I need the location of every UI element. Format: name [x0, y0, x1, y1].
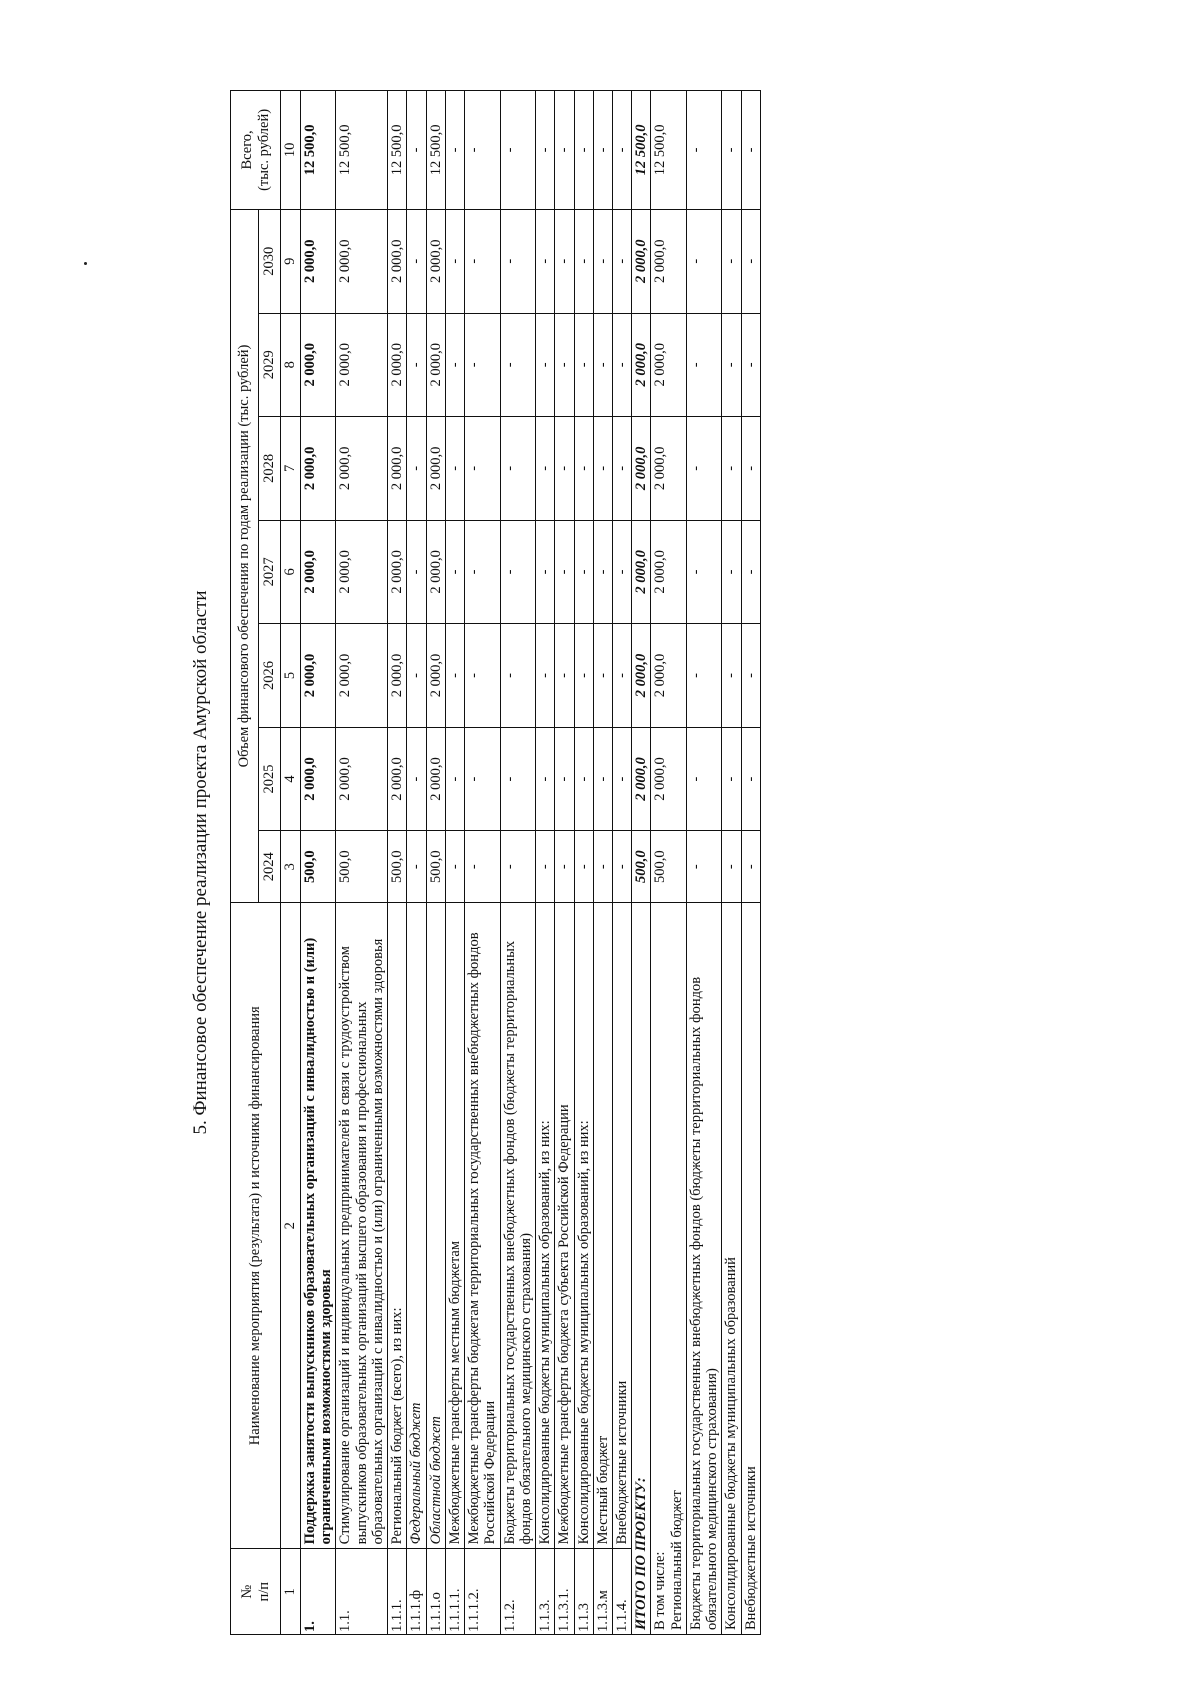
row-name: Консолидированные бюджеты муниципальных образований, из них:: [574, 903, 593, 1549]
row-index: 1.1.3: [574, 1549, 593, 1635]
row-name: Межбюджетные трансферты бюджета субъекта Российской Федерации: [555, 903, 574, 1549]
row-name: Местный бюджет: [593, 903, 612, 1549]
breakdown-value: 2 000,0: [651, 313, 686, 417]
breakdown-value: -: [686, 313, 721, 417]
breakdown-name: Внебюджетные источники: [741, 903, 760, 1635]
row-value: 2 000,0: [388, 520, 407, 624]
table-row: [612, 91, 631, 1635]
row-value: 2 000,0: [336, 727, 388, 831]
breakdown-value: 2 000,0: [651, 624, 686, 728]
row-value: -: [445, 624, 464, 728]
breakdown-value: -: [686, 417, 721, 521]
row-value: 500,0: [301, 831, 336, 903]
totals-value: 2 000,0: [632, 417, 651, 521]
row-value: -: [445, 727, 464, 831]
header-num: № п/п: [231, 1549, 281, 1635]
header-year: 2024: [259, 831, 281, 903]
breakdown-value: -: [741, 727, 760, 831]
row-value: 2 000,0: [426, 520, 445, 624]
row-index: 1.1.1.: [388, 1549, 407, 1635]
row-value: -: [612, 313, 631, 417]
row-value: 12 500,0: [426, 91, 445, 210]
row-value: -: [574, 313, 593, 417]
row-value: 2 000,0: [426, 313, 445, 417]
row-value: 2 000,0: [426, 624, 445, 728]
header-volume: Объем финансового обеспечения по годам реализации (тыс. рублей): [231, 209, 259, 902]
row-value: -: [555, 313, 574, 417]
row-value: -: [536, 91, 555, 210]
row-value: -: [445, 417, 464, 521]
breakdown-value: 2 000,0: [651, 727, 686, 831]
column-number: 2: [281, 903, 301, 1549]
row-value: 500,0: [388, 831, 407, 903]
breakdown-row: [741, 91, 760, 1635]
table-row: [301, 91, 336, 1635]
row-name: Поддержка занятости выпускников образовательных организаций с инвалидностью и (или) ограниченными возможностями здоровья: [301, 903, 336, 1549]
row-value: -: [500, 417, 535, 521]
breakdown-value: -: [722, 624, 741, 728]
row-value: -: [465, 313, 500, 417]
row-value: -: [500, 624, 535, 728]
row-value: -: [465, 520, 500, 624]
row-value: -: [407, 209, 426, 313]
column-number: 9: [281, 209, 301, 313]
breakdown-value: -: [741, 624, 760, 728]
row-index: 1.1.3.1.: [555, 1549, 574, 1635]
table-row: [465, 91, 500, 1635]
row-value: 2 000,0: [388, 417, 407, 521]
header-year: 2029: [259, 313, 281, 417]
breakdown-value: -: [741, 209, 760, 313]
row-index: 1.1.: [336, 1549, 388, 1635]
column-number: 5: [281, 624, 301, 728]
row-name: Межбюджетные трансферты бюджетам территориальных государственных внебюджетных фондов Российской Федерации: [465, 903, 500, 1549]
row-value: 12 500,0: [301, 91, 336, 210]
breakdown-name: Консолидированные бюджеты муниципальных образований: [722, 903, 741, 1635]
row-value: -: [574, 624, 593, 728]
header-year: 2030: [259, 209, 281, 313]
breakdown-value: 2 000,0: [651, 417, 686, 521]
row-value: -: [407, 624, 426, 728]
breakdown-value: -: [741, 831, 760, 903]
section-caption: 5. Финансовое обеспечение реализации проекта Амурской области: [190, 590, 211, 1135]
table-row: [574, 91, 593, 1635]
breakdown-value: -: [722, 209, 741, 313]
scan-speck: [84, 262, 87, 265]
breakdown-value: -: [722, 417, 741, 521]
row-value: -: [555, 831, 574, 903]
column-number: 6: [281, 520, 301, 624]
breakdown-row: [722, 91, 741, 1635]
breakdown-value: -: [686, 209, 721, 313]
row-value: -: [500, 520, 535, 624]
row-value: -: [407, 520, 426, 624]
breakdown-row: [651, 91, 686, 1635]
row-value: -: [612, 91, 631, 210]
row-value: -: [612, 417, 631, 521]
breakdown-name: Бюджеты территориальных государственных внебюджетных фондов (бюджеты территориальных фондов обязательного медицинского страхования): [686, 903, 721, 1635]
table-row: [407, 91, 426, 1635]
breakdown-value: -: [741, 313, 760, 417]
row-value: -: [445, 91, 464, 210]
row-value: -: [445, 831, 464, 903]
row-value: 2 000,0: [336, 520, 388, 624]
row-name: Межбюджетные трансферты местным бюджетам: [445, 903, 464, 1549]
row-index: 1.1.2.: [500, 1549, 535, 1635]
row-value: -: [612, 727, 631, 831]
row-value: -: [500, 727, 535, 831]
header-year: 2027: [259, 520, 281, 624]
table-row: [445, 91, 464, 1635]
row-value: -: [612, 831, 631, 903]
column-number: 1: [281, 1549, 301, 1635]
row-value: 2 000,0: [388, 313, 407, 417]
breakdown-value: -: [686, 520, 721, 624]
row-value: 2 000,0: [301, 727, 336, 831]
column-number: 10: [281, 91, 301, 210]
breakdown-value: -: [722, 520, 741, 624]
breakdown-value: -: [722, 727, 741, 831]
row-value: 2 000,0: [301, 520, 336, 624]
row-value: -: [574, 727, 593, 831]
row-index: 1.1.1.2.: [465, 1549, 500, 1635]
breakdown-value: 2 000,0: [651, 520, 686, 624]
row-value: 12 500,0: [388, 91, 407, 210]
row-value: -: [407, 417, 426, 521]
row-value: -: [612, 624, 631, 728]
row-name: Областной бюджет: [426, 903, 445, 1549]
row-value: 12 500,0: [336, 91, 388, 210]
row-value: -: [445, 520, 464, 624]
row-value: -: [593, 520, 612, 624]
row-value: -: [445, 209, 464, 313]
row-value: 2 000,0: [301, 417, 336, 521]
row-value: 500,0: [426, 831, 445, 903]
row-value: 2 000,0: [388, 209, 407, 313]
row-value: -: [593, 417, 612, 521]
row-value: -: [593, 831, 612, 903]
totals-value: 2 000,0: [632, 520, 651, 624]
row-index: 1.1.1.ф: [407, 1549, 426, 1635]
row-index: 1.1.4.: [612, 1549, 631, 1635]
row-value: -: [593, 727, 612, 831]
row-value: -: [555, 727, 574, 831]
header-total: Всего, (тыс. рублей): [231, 91, 281, 210]
breakdown-value: -: [722, 831, 741, 903]
row-value: 2 000,0: [301, 624, 336, 728]
row-value: 2 000,0: [336, 313, 388, 417]
table-row: [336, 91, 388, 1635]
breakdown-value: -: [686, 624, 721, 728]
breakdown-name: В том числе: Региональный бюджет: [651, 903, 686, 1635]
breakdown-value: 12 500,0: [651, 91, 686, 210]
row-value: 2 000,0: [426, 727, 445, 831]
row-value: -: [536, 417, 555, 521]
totals-value: 2 000,0: [632, 209, 651, 313]
totals-value: 12 500,0: [632, 91, 651, 210]
row-value: -: [465, 831, 500, 903]
breakdown-value: -: [722, 91, 741, 210]
row-value: 2 000,0: [388, 624, 407, 728]
row-value: -: [593, 624, 612, 728]
row-value: -: [612, 520, 631, 624]
row-value: -: [465, 209, 500, 313]
column-number: 4: [281, 727, 301, 831]
row-value: -: [555, 520, 574, 624]
row-value: -: [574, 417, 593, 521]
totals-value: 500,0: [632, 831, 651, 903]
row-value: -: [574, 831, 593, 903]
row-index: 1.1.1.о: [426, 1549, 445, 1635]
row-value: -: [593, 91, 612, 210]
row-index: 1.1.3.: [536, 1549, 555, 1635]
row-value: -: [500, 313, 535, 417]
row-value: -: [593, 209, 612, 313]
row-value: -: [445, 313, 464, 417]
breakdown-value: -: [722, 313, 741, 417]
row-name: Стимулирование организаций и индивидуальных предпринимателей в связи с трудоустройством выпускников образовательных организаций высшего образования и профессиональных образовательных организаций с инвалидностью и (или) ограниченными возможностями здоровья: [336, 903, 388, 1549]
header-year: 2028: [259, 417, 281, 521]
row-value: -: [555, 209, 574, 313]
row-value: -: [407, 91, 426, 210]
rotated-sheet: [120, 90, 1020, 1635]
row-value: -: [536, 313, 555, 417]
table-row: [388, 91, 407, 1635]
table-row: [536, 91, 555, 1635]
row-value: -: [593, 313, 612, 417]
row-value: -: [555, 91, 574, 210]
row-value: -: [574, 91, 593, 210]
breakdown-value: 2 000,0: [651, 209, 686, 313]
row-name: Региональный бюджет (всего), из них:: [388, 903, 407, 1549]
row-value: -: [465, 624, 500, 728]
row-value: -: [536, 624, 555, 728]
row-index: 1.1.3.м: [593, 1549, 612, 1635]
header-year: 2025: [259, 727, 281, 831]
financing-table: [230, 90, 761, 1635]
table-row: [555, 91, 574, 1635]
breakdown-value: -: [686, 91, 721, 210]
row-value: -: [407, 831, 426, 903]
row-value: -: [574, 520, 593, 624]
row-value: 2 000,0: [336, 209, 388, 313]
row-name: Консолидированные бюджеты муниципальных образований, из них:: [536, 903, 555, 1549]
breakdown-value: -: [741, 91, 760, 210]
totals-value: 2 000,0: [632, 313, 651, 417]
row-name: Федеральный бюджет: [407, 903, 426, 1549]
row-value: 2 000,0: [336, 624, 388, 728]
breakdown-value: -: [686, 727, 721, 831]
table-row: [500, 91, 535, 1635]
table-row: [593, 91, 612, 1635]
row-value: -: [555, 417, 574, 521]
row-value: -: [536, 831, 555, 903]
row-value: 2 000,0: [388, 727, 407, 831]
row-value: -: [465, 727, 500, 831]
totals-value: 2 000,0: [632, 624, 651, 728]
breakdown-value: -: [741, 417, 760, 521]
totals-row: [632, 91, 651, 1635]
row-value: -: [500, 209, 535, 313]
row-value: -: [574, 209, 593, 313]
breakdown-row: [686, 91, 721, 1635]
row-value: 2 000,0: [301, 209, 336, 313]
row-value: 500,0: [336, 831, 388, 903]
totals-value: 2 000,0: [632, 727, 651, 831]
row-value: 2 000,0: [426, 417, 445, 521]
totals-label: ИТОГО ПО ПРОЕКТУ:: [632, 903, 651, 1635]
row-value: -: [536, 520, 555, 624]
row-value: -: [500, 91, 535, 210]
table-row: [426, 91, 445, 1635]
row-value: 2 000,0: [426, 209, 445, 313]
row-name: Внебюджетные источники: [612, 903, 631, 1549]
row-value: -: [500, 831, 535, 903]
row-value: -: [555, 624, 574, 728]
breakdown-value: 500,0: [651, 831, 686, 903]
row-index: 1.1.1.1.: [445, 1549, 464, 1635]
header-name: Наименование мероприятия (результата) и источники финансирования: [231, 903, 281, 1549]
row-index: 1.: [301, 1549, 336, 1635]
breakdown-value: -: [741, 520, 760, 624]
row-value: -: [465, 91, 500, 210]
row-value: -: [465, 417, 500, 521]
row-value: -: [407, 727, 426, 831]
row-value: -: [612, 209, 631, 313]
row-name: Бюджеты территориальных государственных внебюджетных фондов (бюджеты территориальных фондов обязательного медицинского страхования): [500, 903, 535, 1549]
column-number: 8: [281, 313, 301, 417]
breakdown-value: -: [686, 831, 721, 903]
row-value: 2 000,0: [301, 313, 336, 417]
column-number: 3: [281, 831, 301, 903]
column-number: 7: [281, 417, 301, 521]
row-value: -: [536, 727, 555, 831]
header-year: 2026: [259, 624, 281, 728]
row-value: -: [536, 209, 555, 313]
row-value: -: [407, 313, 426, 417]
row-value: 2 000,0: [336, 417, 388, 521]
